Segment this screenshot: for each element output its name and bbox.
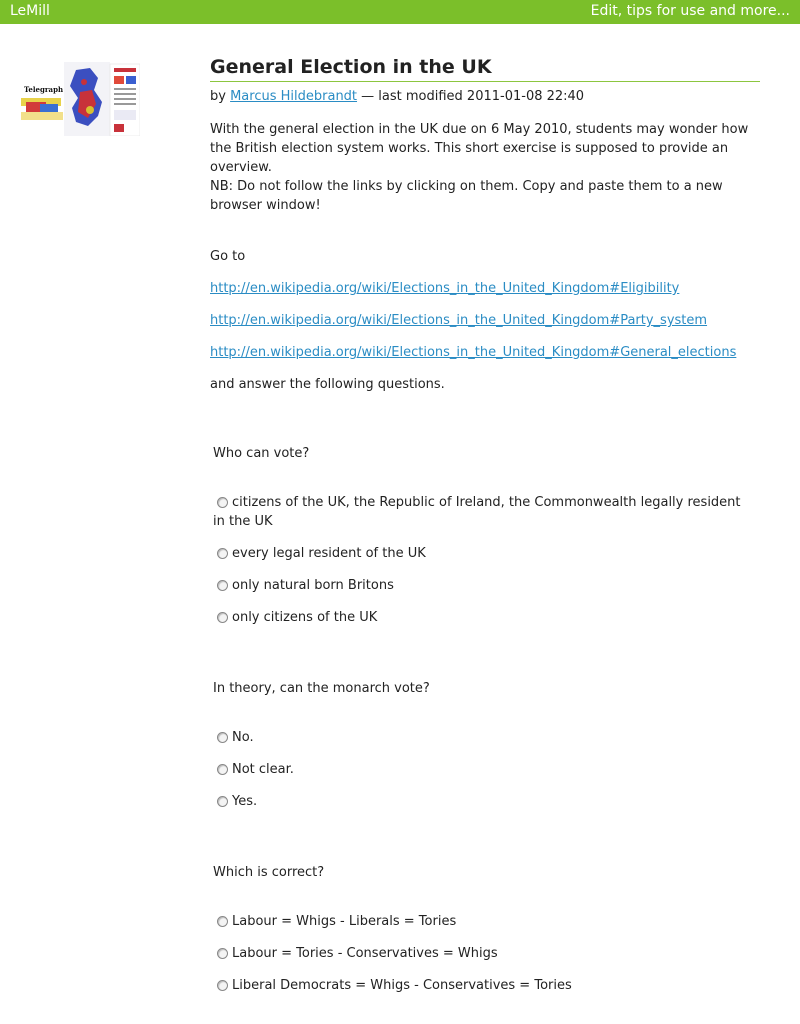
radio-button[interactable] bbox=[217, 796, 228, 807]
intro-text bbox=[210, 120, 760, 215]
radio-button[interactable] bbox=[217, 497, 228, 508]
option-label: Labour = Whigs - Liberals = Tories bbox=[232, 914, 457, 929]
question-2 bbox=[213, 679, 753, 698]
question-1 bbox=[213, 444, 753, 463]
lemill-home-link[interactable]: LeMill bbox=[10, 3, 50, 19]
q2-option-2[interactable] bbox=[213, 760, 748, 779]
main-content bbox=[210, 55, 760, 394]
q1-option-4[interactable] bbox=[213, 608, 748, 627]
radio-button[interactable] bbox=[217, 732, 228, 743]
option-label: Not clear. bbox=[232, 762, 294, 777]
question-3 bbox=[213, 863, 753, 882]
q1-option-1[interactable] bbox=[213, 493, 748, 531]
question-text: Who can vote? bbox=[213, 446, 310, 461]
byline-prefix: by bbox=[210, 89, 226, 104]
radio-button[interactable] bbox=[217, 980, 228, 991]
byline bbox=[210, 88, 760, 106]
option-label: Yes. bbox=[232, 794, 258, 809]
author-link[interactable]: Marcus Hildebrandt bbox=[230, 89, 358, 104]
answer-prompt: and answer the following questions. bbox=[210, 377, 445, 392]
q1-option-3[interactable] bbox=[213, 576, 748, 595]
question-text: In theory, can the monarch vote? bbox=[213, 681, 430, 696]
radio-button[interactable] bbox=[217, 580, 228, 591]
link-general-elections[interactable]: http://en.wikipedia.org/wiki/Elections_in_the_United_Kingdom#General_elections bbox=[210, 345, 737, 360]
q1-option-2[interactable] bbox=[213, 544, 748, 563]
last-modified: — last modified 2011-01-08 22:40 bbox=[361, 89, 585, 104]
option-label: Labour = Tories - Conservatives = Whigs bbox=[232, 946, 498, 961]
top-bar bbox=[0, 0, 800, 24]
radio-button[interactable] bbox=[217, 548, 228, 559]
q3-option-2[interactable] bbox=[213, 944, 748, 963]
radio-button[interactable] bbox=[217, 612, 228, 623]
goto-label: Go to bbox=[210, 249, 246, 264]
thumbnail-masthead: Telegraph bbox=[24, 85, 64, 94]
q3-option-3[interactable] bbox=[213, 976, 748, 995]
q2-option-1[interactable] bbox=[213, 728, 748, 747]
radio-button[interactable] bbox=[217, 916, 228, 927]
option-label: No. bbox=[232, 730, 254, 745]
material-thumbnail bbox=[18, 62, 140, 136]
option-label: citizens of the UK, the Republic of Ireland, the Commonwealth legally resident in the UK bbox=[213, 495, 741, 529]
option-label: only natural born Britons bbox=[232, 578, 394, 593]
option-label: only citizens of the UK bbox=[232, 610, 378, 625]
option-label: every legal resident of the UK bbox=[232, 546, 426, 561]
radio-button[interactable] bbox=[217, 948, 228, 959]
q2-option-3[interactable] bbox=[213, 792, 748, 811]
edit-tips-link[interactable]: Edit, tips for use and more... bbox=[590, 3, 790, 19]
option-label: Liberal Democrats = Whigs - Conservatives = Tories bbox=[232, 978, 572, 993]
page-title: General Election in the UK bbox=[210, 55, 760, 82]
link-eligibility[interactable]: http://en.wikipedia.org/wiki/Elections_in_the_United_Kingdom#Eligibility bbox=[210, 281, 680, 296]
link-party-system[interactable]: http://en.wikipedia.org/wiki/Elections_in_the_United_Kingdom#Party_system bbox=[210, 313, 708, 328]
intro-note: NB: Do not follow the links by clicking on them. Copy and paste them to a new browser window! bbox=[210, 179, 723, 213]
radio-button[interactable] bbox=[217, 764, 228, 775]
intro-paragraph: With the general election in the UK due on 6 May 2010, students may wonder how the British election system works. This short exercise is supposed to provide an overview. bbox=[210, 122, 749, 175]
q3-option-1[interactable] bbox=[213, 912, 748, 931]
question-text: Which is correct? bbox=[213, 865, 325, 880]
